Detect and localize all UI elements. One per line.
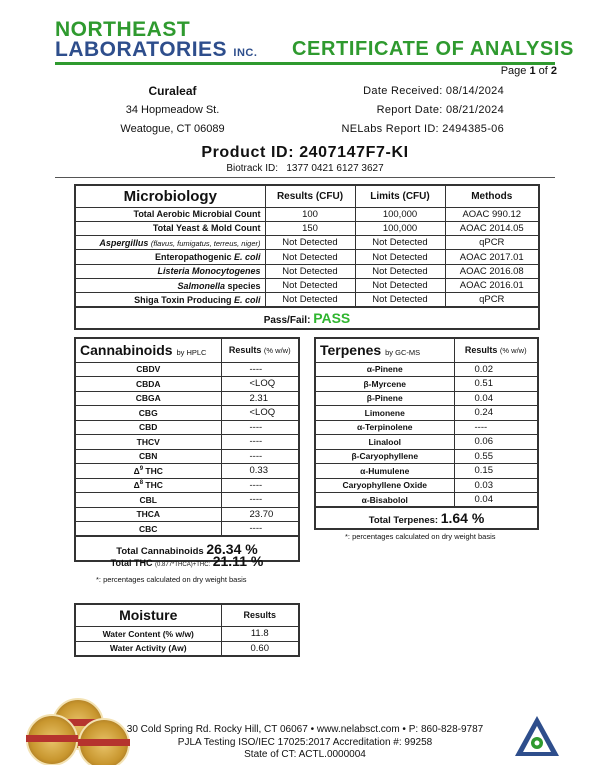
table-row: Shiga Toxin Producing E. coli Not Detected Not Detected qPCR <box>75 293 539 307</box>
table-row: β-Caryophyllene 0.55 <box>315 449 538 464</box>
accreditation-logo-icon <box>512 712 562 760</box>
terpenes-table <box>314 337 539 530</box>
report-id: NELabs Report ID: 2494385-06 <box>341 123 504 135</box>
total-thc: Total THC (0.877*THCA)+THC: 21.11 % <box>110 553 264 569</box>
cannabinoids-title: Cannabinoids by HPLC <box>75 338 221 362</box>
header-divider <box>55 62 555 65</box>
table-row: Limonene 0.24 <box>315 406 538 421</box>
methods-header: Methods <box>445 185 539 207</box>
table-row: CBN ---- <box>75 449 299 464</box>
table-row: CBG <LOQ <box>75 406 299 421</box>
microbiology-title: Microbiology <box>75 185 265 207</box>
client-address1: 34 Hopmeadow St. <box>125 104 220 116</box>
table-row: CBL ---- <box>75 493 299 508</box>
terpenes-results-header: Results (% w/w) <box>454 338 538 362</box>
table-row: β-Pinene 0.04 <box>315 391 538 406</box>
certificate-title: CERTIFICATE OF ANALYSIS <box>292 38 574 60</box>
table-row: CBC ---- <box>75 522 299 537</box>
table-row: Salmonella species Not Detected Not Detected AOAC 2016.01 <box>75 278 539 292</box>
cannabinoids-note: *: percentages calculated on dry weight basis <box>96 575 247 584</box>
table-row: α-Humulene 0.15 <box>315 464 538 479</box>
table-row: Enteropathogenic E. coli Not Detected Not Detected AOAC 2017.01 <box>75 250 539 264</box>
table-row: THCA 23.70 <box>75 507 299 522</box>
table-row: α-Bisabolol 0.04 <box>315 493 538 508</box>
product-divider <box>55 177 555 178</box>
terpenes-title: Terpenes by GC-MS <box>315 338 454 362</box>
cannabinoids-results-header: Results (% w/w) <box>221 338 299 362</box>
total-terpenes: Total Terpenes: 1.64 % <box>315 507 538 529</box>
microbiology-table <box>74 184 540 330</box>
table-row: Caryophyllene Oxide 0.03 <box>315 478 538 493</box>
table-row: Listeria Monocytogenes Not Detected Not Detected AOAC 2016.08 <box>75 264 539 278</box>
table-row: α-Pinene 0.02 <box>315 362 538 377</box>
table-row: CBDV ---- <box>75 362 299 377</box>
limits-header: Limits (CFU) <box>355 185 445 207</box>
date-received: Date Received: 08/14/2024 <box>363 85 504 97</box>
table-row: α-Terpinolene ---- <box>315 420 538 435</box>
table-row: Water Activity (Aw) 0.60 <box>75 641 299 656</box>
pass-fail: Pass/Fail: PASS <box>75 307 539 329</box>
table-row: CBD ---- <box>75 420 299 435</box>
pass-fail-value: PASS <box>313 310 351 327</box>
page-indicator: Page 1 of 2 <box>500 65 557 77</box>
report-date: Report Date: 08/21/2024 <box>376 104 504 116</box>
footer-accreditation: PJLA Testing ISO/IEC 17025:2017 Accreditation #: 99258 <box>177 736 433 748</box>
terpenes-note: *: percentages calculated on dry weight basis <box>345 532 496 541</box>
client-block <box>95 82 250 139</box>
moisture-table <box>74 603 300 657</box>
table-row: Total Yeast & Mold Count 150 100,000 AOAC 2014.05 <box>75 221 539 235</box>
product-id: Product ID: 2407147F7-KI <box>201 144 409 161</box>
results-header: Results (CFU) <box>265 185 355 207</box>
cannabinoids-table <box>74 337 300 562</box>
client-address2: Weatogue, CT 06089 <box>120 123 225 135</box>
table-row: CBDA <LOQ <box>75 377 299 392</box>
moisture-title: Moisture <box>75 604 221 626</box>
table-row: THCV ---- <box>75 435 299 450</box>
logo-inc: INC. <box>233 47 258 59</box>
table-row: $\Delta^9$ THC 0.33 <box>75 464 299 479</box>
table-row: $\Delta^8$ THC ---- <box>75 478 299 493</box>
table-row: Total Aerobic Microbial Count 100 100,000 AOAC 990.12 <box>75 207 539 221</box>
table-row: Linalool 0.06 <box>315 435 538 450</box>
table-row: Water Content (% w/w) 11.8 <box>75 626 299 641</box>
moisture-results-header: Results <box>221 604 299 626</box>
footer-address: 30 Cold Spring Rd. Rocky Hill, CT 06067 • www.nelabsct.com • P: 860-828-9787 <box>126 724 484 735</box>
table-row: CBGA 2.31 <box>75 391 299 406</box>
footer-state: State of CT: ACTL.0000004 <box>244 749 366 760</box>
table-row: Aspergillus (flavus, fumigatus, terreus, niger) Not Detected Not Detected qPCR <box>75 236 539 250</box>
logo-line2: LABORATORIES INC. <box>55 38 258 61</box>
biotrack-id: Biotrack ID: 1377 0421 6127 3627 <box>226 163 384 174</box>
total-cannabinoids: Total Cannabinoids 26.34 % <box>75 536 299 561</box>
table-row: β-Myrcene 0.51 <box>315 377 538 392</box>
report-info <box>304 82 504 139</box>
client-name: Curaleaf <box>148 84 197 98</box>
logo-line1: NORTHEAST <box>55 18 191 41</box>
